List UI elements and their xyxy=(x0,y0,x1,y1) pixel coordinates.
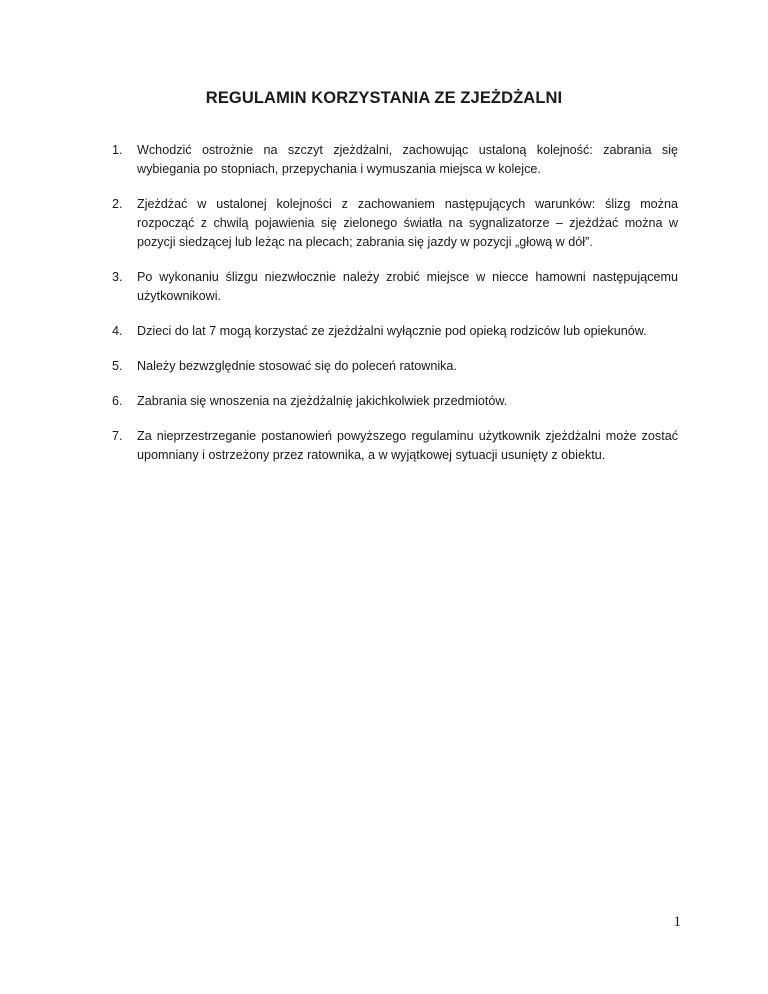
list-item-number: 2. xyxy=(112,197,123,211)
list-item-text: Dzieci do lat 7 mogą korzystać ze zjeżdżalni wyłącznie pod opieką rodziców lub opiekunów. xyxy=(137,324,647,338)
rules-list xyxy=(112,141,678,481)
list-item xyxy=(112,322,678,341)
list-item xyxy=(112,392,678,411)
list-item-text: Za nieprzestrzeganie postanowień powyższego regulaminu użytkownik zjeżdżalni może zostać upomniany i ostrzeżony przez ratownika, a w wyjątkowej sytuacji usunięty z obiektu. xyxy=(137,429,678,462)
list-item-number: 6. xyxy=(112,394,123,408)
list-item-text: Wchodzić ostrożnie na szczyt zjeżdżalni, zachowując ustaloną kolejność: zabrania się wybiegania po stopniach, przepychania i wymuszania miejsca w kolejce. xyxy=(137,143,678,176)
document-title: REGULAMIN KORZYSTANIA ZE ZJEŻDŻALNI xyxy=(205,89,563,107)
list-item-number: 5. xyxy=(112,359,123,373)
list-item-number: 7. xyxy=(112,429,123,443)
list-item-number: 4. xyxy=(112,324,123,338)
list-item xyxy=(112,357,678,376)
list-item-number: 1. xyxy=(112,143,123,157)
list-item xyxy=(112,195,678,252)
list-item-text: Zabrania się wnoszenia na zjeżdżalnię jakichkolwiek przedmiotów. xyxy=(137,394,508,408)
list-item-text: Po wykonaniu ślizgu niezwłocznie należy zrobić miejsce w niecce hamowni następującemu użytkownikowi. xyxy=(137,270,678,303)
list-item-text: Zjeżdżać w ustalonej kolejności z zachowaniem następujących warunków: ślizg można rozpocząć z chwilą pojawienia się zielonego światła na sygnalizatorze – zjeżdżać można w pozycji siedzącej lub leżąc na plecach; zabrania się jazdy w pozycji „głową w dół”. xyxy=(137,197,678,249)
list-item-text: Należy bezwzględnie stosować się do poleceń ratownika. xyxy=(137,359,457,373)
list-item xyxy=(112,268,678,306)
list-item xyxy=(112,427,678,465)
page-number: 1 xyxy=(673,914,681,930)
list-item xyxy=(112,141,678,179)
list-item-number: 3. xyxy=(112,270,123,284)
